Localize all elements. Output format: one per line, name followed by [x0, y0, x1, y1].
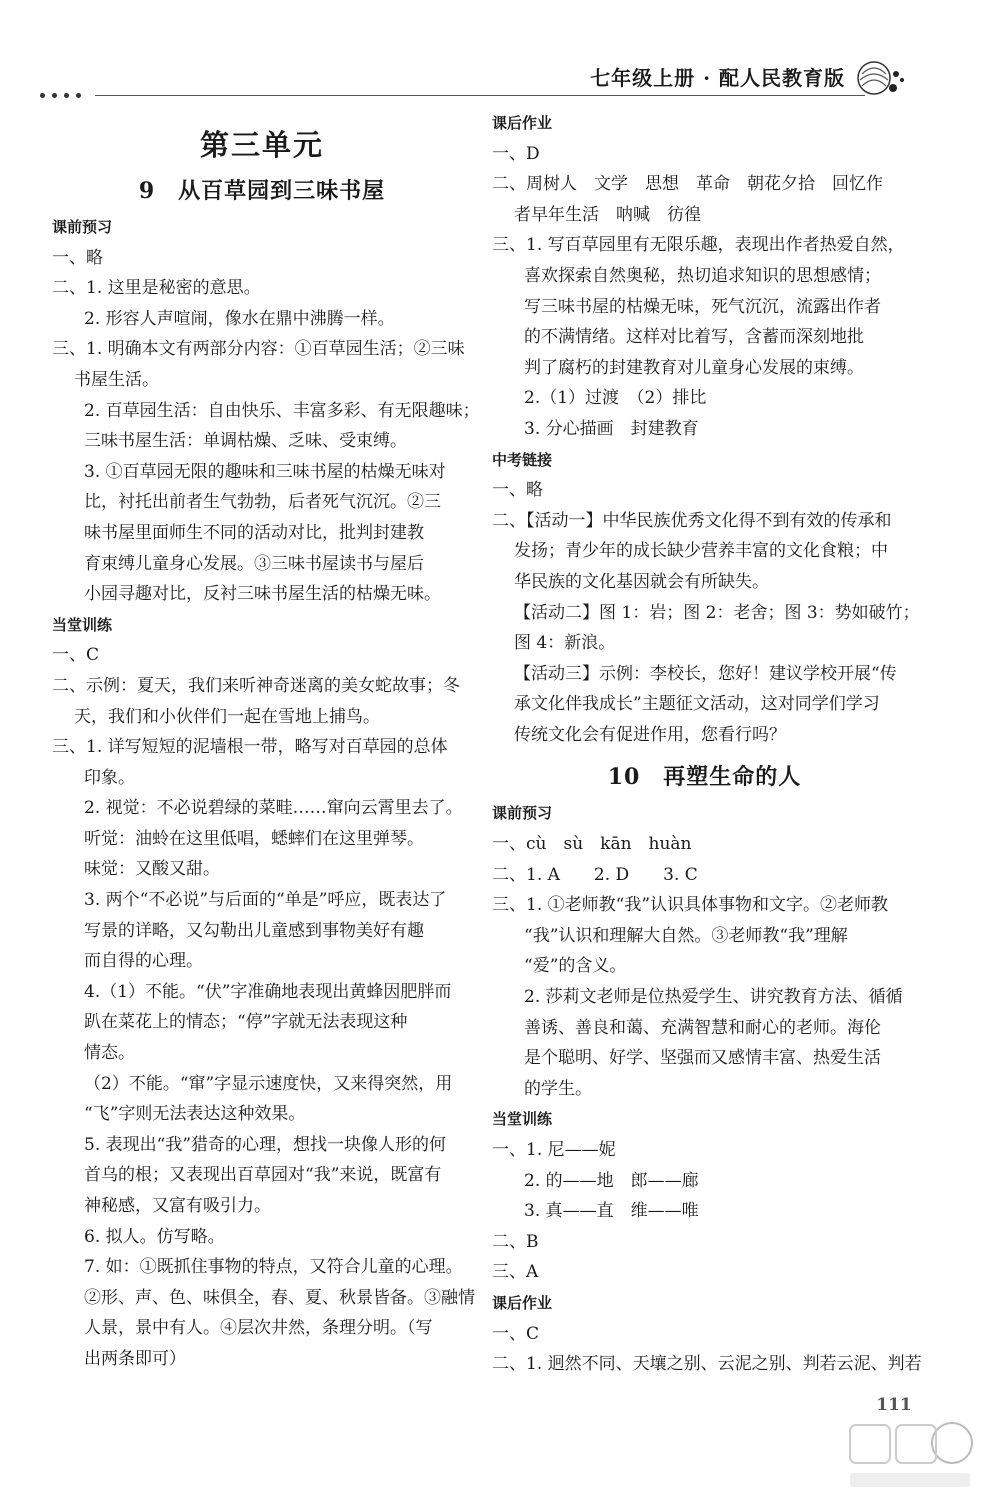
answer-line: 4.（1）不能。“伏”字准确地表现出黄蜂因肥胖而 — [84, 981, 452, 1002]
answer-line: 二、1. A 2. D 3. C — [492, 864, 698, 885]
answer-line: 味觉：又酸又甜。 — [84, 859, 220, 880]
answer-line: 人景，景中有人。④层次井然，条理分明。（写 — [84, 1318, 433, 1339]
answer-line: 3. ①百草园无限的趣味和三味书屋的枯燥无味对 — [84, 461, 446, 482]
answer-line: 比，衬托出前者生气勃勃，后者死气沉沉。②三 — [84, 492, 441, 513]
watermark-logo-icon — [840, 1415, 980, 1495]
answer-line: 二、1. 这里是秘密的意思。 — [52, 278, 261, 299]
answer-line: 华民族的文化基因就会有所缺失。 — [514, 571, 769, 592]
answer-line: 情态。 — [84, 1043, 135, 1064]
section-heading: 课前预习 — [492, 804, 553, 823]
answer-line: 者早年生活 呐喊 彷徨 — [514, 204, 701, 225]
answer-line: 判了腐朽的封建教育对儿童身心发展的束缚。 — [524, 357, 864, 378]
answer-line: 听觉：油蛉在这里低唱，蟋蟀们在这里弹琴。 — [84, 828, 424, 849]
lesson-title: 9 从百草园到三味书屋 — [138, 178, 386, 204]
answer-line: 而自得的心理。 — [84, 951, 203, 972]
answer-line: “我”认识和理解大自然。③老师教“我”理解 — [524, 925, 848, 946]
answer-line: 2. 视觉：不必说碧绿的菜畦……窜向云霄里去了。 — [84, 798, 463, 819]
answer-line: 一、略 — [492, 480, 543, 501]
answer-line: 发扬；青少年的成长缺少营养丰富的文化食粮；中 — [514, 541, 888, 562]
page-number: 111 — [876, 1395, 912, 1415]
unit-title: 第三单元 — [199, 128, 324, 162]
answer-line: 3. 两个“不必说”与后面的“单是”呼应，既表达了 — [84, 890, 447, 911]
answer-line: 2. 百草园生活：自由快乐、丰富多彩、有无限趣味； — [84, 400, 480, 421]
answer-line: 二、【活动一】中华民族优秀文化得不到有效的传承和 — [492, 510, 892, 531]
answer-line: 2. 的——地 郎——廊 — [524, 1170, 699, 1191]
answer-line: 三、1. 详写短短的泥墙根一带，略写对百草园的总体 — [52, 737, 448, 758]
answer-line: 一、C — [492, 1323, 540, 1344]
right-lines-b — [492, 798, 922, 1379]
header-logo-icon — [850, 54, 910, 102]
answer-line: 育束缚儿童身心发展。③三味书屋读书与屋后 — [84, 553, 424, 574]
section-heading: 中考链接 — [492, 450, 553, 469]
section-heading: 当堂训练 — [52, 615, 113, 634]
answer-line: 出两条即可） — [84, 1348, 186, 1369]
answer-line: 承文化伴我成长”主题征文活动，这对同学们学习 — [514, 694, 880, 715]
answer-line: 5. 表现出“我”猎奇的心理，想找一块像人形的何 — [84, 1134, 447, 1155]
header-title: 七年级上册 · 配人民教育版 — [590, 66, 845, 90]
answer-line: 一、1. 尼——妮 — [492, 1140, 616, 1160]
answer-line: 的学生。 — [524, 1078, 592, 1099]
answer-line: 一、略 — [52, 247, 103, 268]
answer-line: 二、1. 迥然不同、天壤之别、云泥之别、判若云泥、判若 — [492, 1354, 922, 1375]
answer-line: “飞”字则无法表达这种效果。 — [84, 1104, 306, 1125]
answer-line: （2）不能。“窜”字显示速度快，又来得突然，用 — [84, 1073, 453, 1094]
right-lines-a — [492, 108, 920, 750]
answer-line: 一、D — [492, 143, 540, 164]
answer-line: 善诱、善良和蔼、充满智慧和耐心的老师。海伦 — [524, 1017, 881, 1038]
answer-line: “爱”的含义。 — [524, 956, 627, 977]
answer-line: 印象。 — [84, 767, 135, 788]
answer-line: 趴在菜花上的情态；“停”字就无法表现这种 — [84, 1012, 408, 1033]
answer-line: 的不满情绪。这样对比着写，含蓄而深刻地批 — [524, 327, 864, 348]
answer-line: 6. 拟人。仿写略。 — [84, 1226, 225, 1247]
answer-line: 【活动三】示例：李校长，您好！建议学校开展“传 — [514, 663, 897, 684]
section-heading: 课后作业 — [492, 114, 553, 132]
answer-line: ②形、声、色、味俱全，春、夏、秋景皆备。③融情 — [84, 1287, 475, 1308]
section-heading: 课后作业 — [492, 1293, 553, 1312]
answer-line: 二、B — [492, 1231, 539, 1252]
answer-line: 首乌的根；又表现出百草园对“我”来说，既富有 — [84, 1165, 442, 1186]
answer-line: 味书屋里面师生不同的活动对比，批判封建教 — [84, 522, 424, 543]
answer-line: 神秘感，又富有吸引力。 — [84, 1196, 271, 1216]
answer-line: 三、A — [492, 1262, 539, 1283]
lesson-title-10: 10 再塑生命的人 — [607, 764, 802, 791]
answer-line: 3. 分心描画 封建教育 — [524, 418, 699, 439]
answer-line: 喜欢探索自然奥秘，热切追求知识的思想感情； — [524, 265, 881, 286]
section-heading: 课前预习 — [52, 218, 113, 236]
answer-line: 三、1. 写百草园里有无限乐趣，表现出作者热爱自然， — [492, 235, 905, 256]
left-lines — [52, 212, 480, 1375]
answer-line: 【活动二】图 1：岩；图 2：老舍；图 3：势如破竹； — [514, 602, 920, 623]
answer-line: 2. 莎莉文老师是位热爱学生、讲究教育方法、循循 — [524, 987, 903, 1008]
answer-line: 写景的详略，又勾勒出儿童感到事物美好有趣 — [84, 920, 424, 941]
answer-line: 一、cù sù kān huàn — [492, 834, 692, 855]
answer-line: 2.（1）过渡 （2）排比 — [524, 388, 707, 409]
answer-line: 小园寻趣对比，反衬三味书屋生活的枯燥无味。 — [84, 584, 441, 605]
answer-line: 三、1. 明确本文有两部分内容：①百草园生活；②三味 — [52, 339, 465, 360]
answer-line: 7. 如：①既抓住事物的特点，又符合儿童的心理。 — [84, 1257, 463, 1278]
answer-line: 二、示例：夏天，我们来听神奇迷离的美女蛇故事；冬 — [52, 675, 460, 696]
answer-line: 写三味书屋的枯燥无味，死气沉沉，流露出作者 — [524, 296, 881, 317]
page-header — [0, 0, 1000, 110]
answer-line: 是个聪明、好学、坚强而又感情丰富、热爱生活 — [524, 1048, 881, 1069]
answer-line: 图 4：新浪。 — [514, 633, 616, 654]
answer-line: 书屋生活。 — [74, 369, 159, 390]
left-column — [52, 108, 480, 1375]
answer-line: 一、C — [52, 645, 100, 666]
section-heading: 当堂训练 — [492, 1110, 553, 1129]
answer-line: 传统文化会有促进作用，您看行吗？ — [514, 724, 786, 745]
answer-line: 三、1. ①老师教“我”认识具体事物和文字。②老师教 — [492, 895, 889, 916]
header-dots — [40, 93, 81, 98]
answer-line: 3. 真——直 维——唯 — [524, 1201, 699, 1222]
right-column — [492, 108, 922, 1380]
answer-line: 天，我们和小伙伴们一起在雪地上捕鸟。 — [74, 706, 380, 727]
answer-line: 二、周树人 文学 思想 革命 朝花夕拾 回忆作 — [492, 174, 883, 195]
answer-line: 三味书屋生活：单调枯燥、乏味、受束缚。 — [84, 431, 407, 452]
answer-line: 2. 形容人声喧闹，像水在鼎中沸腾一样。 — [84, 308, 395, 329]
header-rule — [95, 95, 865, 96]
